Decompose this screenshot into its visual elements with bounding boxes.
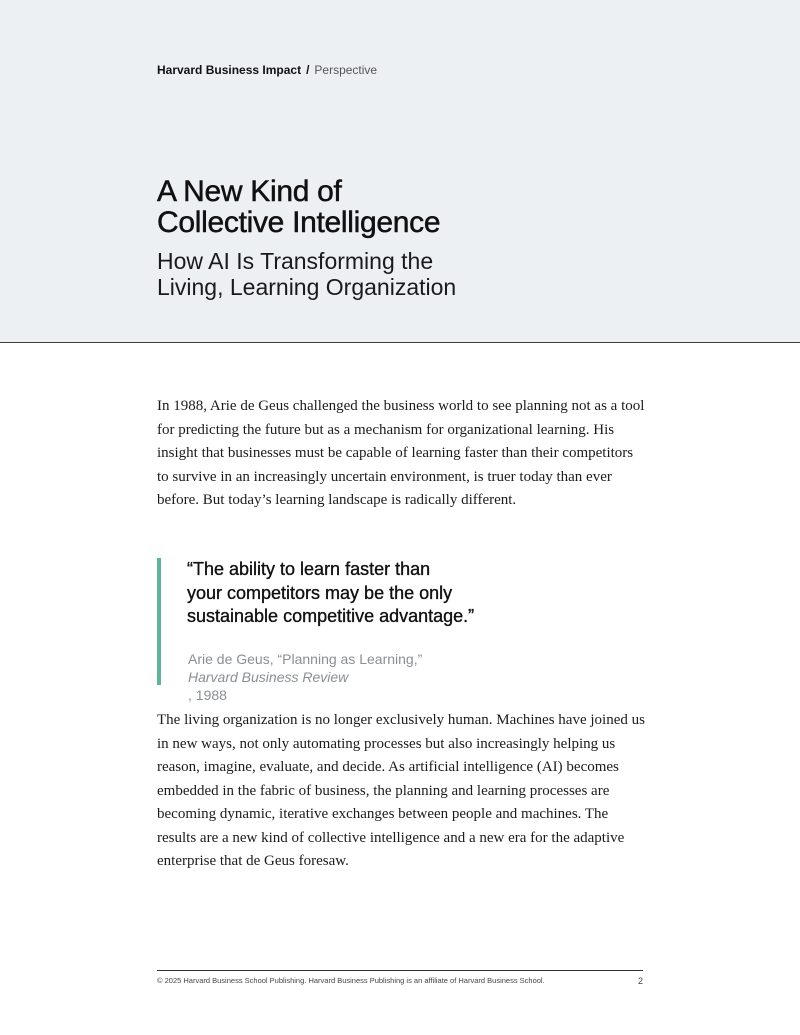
breadcrumb-separator: / <box>306 63 310 77</box>
breadcrumb-section: Perspective <box>314 63 378 77</box>
footer-copyright: © 2025 Harvard Business School Publishing. Harvard Business Publishing is an affiliate of Harvard Business School. <box>157 976 545 985</box>
pull-quote <box>157 558 641 703</box>
subtitle-line-2: Living, Learning Organization <box>157 274 457 300</box>
body-paragraph-2: The living organization is no longer exclusively human. Machines have joined us in new ways, not only automating processes but also increasingly helping us reason, imagine, evaluate, and decide. As artificial intelligence (AI) becomes embedded in the fabric of business, the planning and learning processes are becoming dynamic, iterative exchanges between people and machines. The results are a new kind of collective intelligence and a new era for the adaptive enterprise that de Geus foresaw. <box>157 712 645 869</box>
quote-line-1: “The ability to learn faster than <box>187 559 431 579</box>
header-band <box>0 0 800 343</box>
citation-author: Arie de Geus, “Planning as Learning,” <box>188 651 423 667</box>
citation-publication: Harvard Business Review <box>188 669 349 685</box>
footer-divider <box>157 970 643 971</box>
breadcrumb <box>157 63 377 77</box>
body-paragraph-1: In 1988, Arie de Geus challenged the business world to see planning not as a tool for predicting the future but as a mechanism for organizational learning. His insight that businesses must be capable of learning faster than their competitors to survive in an increasingly uncertain environment, is truer today than ever before. But today’s learning landscape is radically different. <box>157 398 645 508</box>
subtitle-line-1: How AI Is Transforming the <box>157 248 434 274</box>
breadcrumb-brand: Harvard Business Impact <box>157 63 302 77</box>
quote-citation <box>188 650 422 704</box>
title-line-1: A New Kind of <box>157 175 342 208</box>
citation-year: , 1988 <box>188 687 227 703</box>
title-line-2: Collective Intelligence <box>157 206 441 239</box>
quote-line-2: your competitors may be the only <box>187 582 453 603</box>
page-number: 2 <box>637 976 643 986</box>
page-title <box>157 176 440 238</box>
quote-text <box>187 558 474 629</box>
citation-source <box>188 668 422 704</box>
page-subtitle <box>157 248 456 300</box>
quote-line-3: sustainable competitive advantage.” <box>187 606 475 626</box>
